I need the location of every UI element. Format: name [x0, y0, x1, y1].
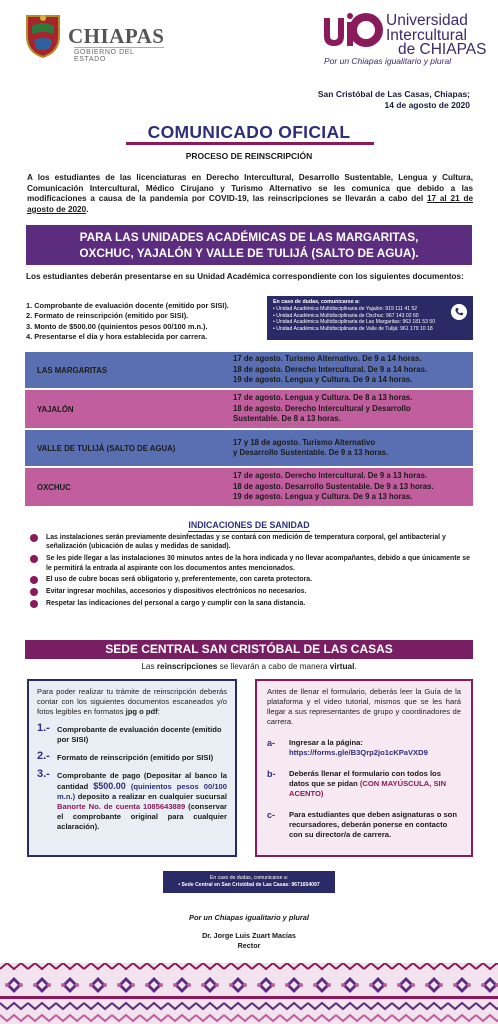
schedule-line: y Desarrollo Sustentable. De 9 a 13 horas. — [233, 448, 389, 457]
schedule-line: 18 de agosto. Derecho Intercultural. De 9 a 14 horas. — [233, 364, 428, 374]
bullet-icon — [30, 600, 38, 608]
form-link[interactable]: https://forms.gle/B3Qrp2jo1cKPaVXD9 — [289, 748, 428, 757]
intro-paragraph — [27, 173, 473, 215]
step-number: 2.- — [37, 750, 50, 762]
step-text: Para estudiantes que deben asignaturas o son recursadores, deberán ponerse en contacto con su director/a de carrera. — [289, 810, 457, 839]
gov-subtitle: GOBIERNO DEL ESTADO — [74, 47, 164, 63]
schedule-line: 17 de agosto. Turismo Alternativo. De 9 a 14 horas. — [233, 354, 422, 364]
sanidad-title — [0, 520, 498, 530]
document-item: 1. Comprobante de evaluación docente (emitido por SISI). — [26, 301, 229, 310]
date-text: 14 de agosto de 2020 — [384, 100, 470, 110]
uic-mark-icon — [322, 10, 384, 56]
req-intro-a: Para poder realizar tu trámite de reinscripción deberás contar con los siguientes documentos escaneados y/o fotos legibles en formatos — [37, 687, 227, 716]
university-name-line3: de CHIAPAS — [398, 41, 487, 58]
place-and-date — [318, 89, 470, 111]
sede-sub-d: virtual — [329, 662, 355, 671]
requirement-step — [37, 722, 227, 745]
sanidad-item-text: Evitar ingresar mochilas, accesorios y dispositivos electrónicos no necesarios. — [46, 588, 307, 596]
university-logo — [322, 10, 494, 66]
place-text: San Cristóbal de Las Casas, Chiapas; — [317, 89, 470, 99]
step-text: (conservar el comprobante original para cualquier aclaración). — [57, 802, 227, 831]
schedule-line: 19 de agosto. Lengua y Cultura. De 9 a 14 horas. — [233, 375, 413, 385]
schedule-line: 17 de agosto. Derecho Intercultural. De 9 a 13 horas. — [233, 471, 428, 481]
contact-line: • Unidad Académica Multidisciplinaria de Yajalón: 919 111 41 52 — [273, 305, 418, 312]
form-intro: Antes de llenar el formulario, deberás leer la Guía de la plataforma y el video tutorial, mismos que se les hará llegar a sus representantes de grupo y coordinadores de carrera. — [267, 687, 461, 726]
schedule-line: 18 de agosto. Derecho Intercultural y Desarrollo — [233, 403, 411, 413]
sanidad-item-text: Las instalaciones serán previamente desinfectadas y se contará con medición de temperatura corporal, gel antibacterial y señalización (ubicación de aulas y medidas de sanidad). — [46, 534, 446, 551]
units-contact-box — [267, 296, 473, 340]
footer-slogan: Por un Chiapas igualitario y plural — [189, 913, 309, 922]
sede-sub-a: Las — [141, 662, 157, 671]
schedule-line: 17 y 18 de agosto. Turismo Alternativo — [233, 437, 376, 447]
bullet-icon — [30, 588, 38, 596]
university-name-line2: Intercultural — [386, 27, 467, 44]
chiapas-shield-icon — [24, 12, 62, 58]
schedule-details — [221, 468, 473, 506]
requirement-step — [37, 768, 227, 832]
intro-end: . — [86, 204, 89, 214]
requirements-box — [27, 679, 237, 857]
schedule-row — [25, 468, 473, 508]
contact-line: • Unidad Académica Multidisciplinaria de Oxchuc: 967 143 02 60 — [273, 312, 419, 319]
schedule-details — [221, 430, 473, 466]
requirement-step — [37, 750, 227, 763]
sanidad-item — [30, 575, 470, 584]
step-letter: b- — [267, 769, 276, 779]
step-text: Formato de reinscripción (emitido por SISI) — [57, 753, 214, 762]
sanidad-item-text: El uso de cubre bocas será obligatorio y, preferentemente, con careta protectora. — [46, 576, 313, 584]
sede-sub-c: se llevarán a cabo de manera — [217, 662, 330, 671]
schedule-details — [221, 390, 473, 428]
form-step — [267, 769, 461, 799]
schedule-line: 17 de agosto. Lengua y Cultura. De 8 a 13 horas. — [233, 393, 413, 403]
step-number: 1.- — [37, 722, 50, 734]
sede-sub-b: reinscripciones — [156, 662, 218, 671]
title-underline — [126, 142, 374, 145]
schedule-row — [25, 430, 473, 468]
form-step — [267, 738, 461, 758]
phone-icon — [451, 304, 467, 320]
schedule-row — [25, 352, 473, 390]
step-text: Comprobante de pago (Depositar al banco la cantidad — [57, 771, 227, 791]
university-name-line1: Universidad — [386, 12, 468, 29]
page-subtitle: PROCESO DE REINSCRIPCIÓN — [185, 151, 313, 161]
payment-amount-words: (quinientos pesos 00/100 m.n.) — [57, 782, 227, 801]
sanidad-item — [30, 533, 470, 552]
schedule-table — [25, 352, 473, 508]
schedule-unit: YAJALÓN — [37, 404, 74, 414]
documents-intro: Los estudiantes deberán presentarse en su Unidad Académica correspondiente con los siguientes documentos: — [26, 272, 464, 281]
step-letter: a- — [267, 738, 276, 748]
schedule-line: 18 de agosto. Desarrollo Sustentable. De 9 a 13 horas. — [233, 481, 434, 491]
form-instructions-box — [255, 679, 473, 857]
units-banner-line2: OXCHUC, YAJALÓN Y VALLE DE TULIJÁ (SALTO DE AGUA). — [79, 246, 419, 260]
documents-list — [26, 301, 229, 343]
bank-account: Banorte No. de cuenta 1085643889 — [57, 802, 186, 811]
gov-name: CHIAPAS — [68, 24, 165, 48]
textile-pattern-decoration — [0, 963, 498, 1024]
uppercase-note: (CON MAYÚSCULA, SIN ACENTO) — [289, 779, 447, 798]
step-letter: c- — [267, 810, 276, 820]
bullet-icon — [30, 555, 38, 563]
sanidad-item-text: Respetar las indicaciones del personal a cargo y cumplir con la sana distancia. — [46, 600, 306, 607]
requirements-intro — [37, 687, 227, 717]
sanidad-item — [30, 554, 470, 573]
sede-subtitle — [0, 662, 498, 671]
schedule-unit: OXCHUC — [37, 482, 71, 492]
step-text: deposito a realizar en cualquier sucursal — [75, 792, 227, 801]
schedule-line: Sustentable. De 8 a 13 horas. — [233, 414, 341, 424]
sede-sub-e: . — [354, 662, 357, 671]
university-tagline: Por un Chiapas igualitario y plural — [324, 56, 452, 66]
chiapas-government-logo — [24, 12, 165, 63]
units-banner — [26, 225, 472, 265]
document-item: 4. Presentarse el día y hora establecida por carrera. — [26, 332, 208, 342]
document-item: 2. Formato de reinscripción (emitido por SISI). — [26, 311, 189, 321]
schedule-unit: VALLE DE TULIJÁ (SALTO DE AGUA) — [37, 443, 176, 453]
form-step — [267, 810, 461, 840]
schedule-row — [25, 390, 473, 430]
schedule-details — [221, 352, 473, 388]
contact-line: • Unidad Académica Multidisciplinaria de Las Margaritas: 963 181 53 50 — [273, 319, 436, 326]
sanidad-item — [30, 599, 470, 608]
units-banner-line1: PARA LAS UNIDADES ACADÉMICAS DE LAS MARGARITAS, — [79, 230, 419, 244]
sanidad-item-text: Se les pide llegar a las instalaciones 30 minutos antes de la hora indicada y no llevar acompañantes, debido a que únicamente se le permitirá la entrada al aspirante con los documentos antes mencionados. — [46, 555, 470, 572]
req-intro-c: : — [157, 707, 160, 716]
payment-amount: $500.00 — [93, 781, 126, 791]
contact-title: En caso de dudas, comunicarse a: — [273, 299, 360, 305]
rector-title: Rector — [237, 940, 261, 950]
schedule-unit: LAS MARGARITAS — [37, 365, 108, 375]
sede-contact-line: • Sede Central en San Cristóbal de Las Casas: 9671654097 — [178, 882, 320, 888]
step-text: Ingresar a la página: — [289, 738, 363, 747]
sede-banner: SEDE CENTRAL SAN CRISTÓBAL DE LAS CASAS — [25, 640, 473, 659]
document-item: 3. Monto de $500.00 (quinientos pesos 00/100 m.n.). — [26, 321, 208, 331]
intro-dates: 17 al 21 de agosto de 2020 — [27, 194, 474, 214]
sanidad-item — [30, 587, 470, 596]
step-text: Comprobante de evaluación docente (emitido por SISI) — [57, 725, 222, 744]
page-title: COMUNICADO OFICIAL — [147, 122, 351, 142]
schedule-line: 19 de agosto. Lengua y Cultura. De 9 a 13 horas. — [233, 492, 413, 502]
signature-block — [0, 931, 498, 950]
sede-contact-box — [163, 871, 335, 893]
bullet-icon — [30, 534, 38, 542]
sanidad-list — [30, 533, 470, 611]
req-intro-b: jpg o pdf — [125, 707, 158, 716]
sanidad-title-text: INDICACIONES DE SANIDAD — [188, 520, 310, 530]
bullet-icon — [30, 576, 38, 584]
contact-line: • Unidad Académica Multidisciplinaria de Valle de Tulijá: 961 179 10 18 — [273, 326, 433, 333]
sede-contact-title: En caso de dudas, comunicarse a: — [209, 875, 289, 881]
step-text: Deberás llenar el formulario con todos los datos que se pidan — [289, 769, 441, 788]
step-number: 3.- — [37, 768, 50, 780]
intro-text: A los estudiantes de las licenciaturas en Derecho Intercultural, Desarrollo Sustentable, Lengua y Cultura, Comunicación Intercultural, Médico Cirujano y Turismo Alternativo se les comunica que debido a las modificaciones a causa de la pandemia por COVID-19, las reinscripciones se llevarán a cabo del — [27, 173, 473, 204]
rector-name: Dr. Jorge Luis Zuart Macías — [202, 931, 296, 940]
